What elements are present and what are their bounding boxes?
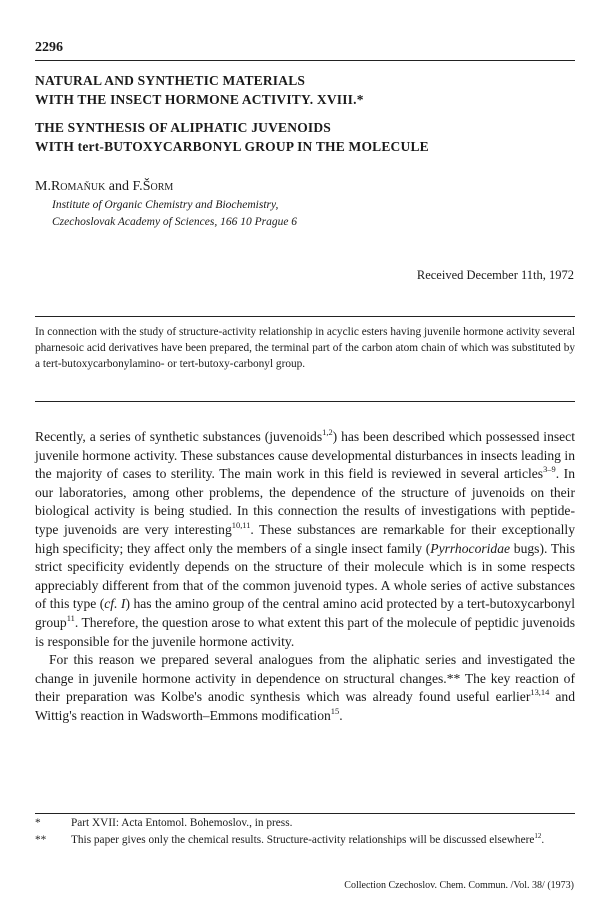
abstract-bottom-rule [35,401,575,402]
footnote-1 [35,816,575,831]
author-1-surname: Romaňuk [50,179,106,194]
article-body [35,428,575,726]
p1-text-a: Recently, a series of synthetic substances (juvenoids [35,429,323,444]
p1-text-c: . In our laboratories, among other problems, the dependence of the structure of juvenoids on their biological activity is being studied. In this connection the results of investigations with peptide-type juvenoids are very interesting [35,466,576,537]
p2-text-a: For this reason we prepared several analogues from the aliphatic series and investigated the change in juvenile hormone activity in dependence on structural changes.** The key reaction of their preparation was Kolbe's anodic synthesis which was already found useful earlier [35,652,575,705]
ref-10-11: 10,11 [231,519,251,530]
footnote-rule [35,813,575,814]
page-number: 2296 [35,40,63,55]
ref-11: 11 [66,612,75,623]
institution-line-1: Institute of Organic Chemistry and Biochemistry, [52,199,279,211]
authors [35,179,173,195]
title-line-1: NATURAL AND SYNTHETIC MATERIALS [35,73,306,88]
footnote-2-text: This paper gives only the chemical results. Structure-activity relationships will be discussed elsewhere [71,834,535,846]
title-line-2: WITH THE INSECT HORMONE ACTIVITY. XVIII.* [35,92,364,107]
footnote-2-ref: 12 [534,831,542,840]
p2-text-b: and Wittig's reaction in Wadsworth–Emmons modification [35,689,575,723]
p1-text-b: ) has been described which possessed insect juvenile hormone activity. These substances cause developmental disturbances in insects leading in the majority of cases to sterility. The main work in this field is reviewed in several articles [35,429,575,482]
journal-footer: Collection Czechoslov. Chem. Commun. /Vol. 38/ (1973) [344,880,574,891]
ref-3-9: 3–9 [543,463,556,474]
ref-15: 15 [330,705,340,716]
footnote-1-mark: * [35,817,41,829]
pyrrhocoridae: Pyrrhocoridae [430,540,511,556]
p1-text-d: . These substances are remarkable for their exceptionally high specificity; they affect only the members of a single insect family ( [35,521,575,556]
abstract: In connection with the study of structure-activity relationship in acyclic esters having juvenile hormone activity several pharnesoic acid derivatives have been prepared, the terminal part of the carbon atom chain of which was substituted by a tert-butoxycarbonylamino- or tert-butoxy-carbonyl group. [35,326,575,371]
p1-text-e: bugs). This strict specificity evidently depends on the structure of their molecule which is in some respects appreciably different from that of the common juvenoid types. A whole series of active substances of this type ( [35,540,575,612]
institution-line-2: Czechoslovak Academy of Sciences, 166 10 Prague 6 [52,216,298,228]
p2-text-c: . [339,707,343,723]
footnote-2-end: . [541,834,545,846]
paragraph-2 [35,651,575,725]
cf-reference: cf. I [104,596,126,612]
ref-13-14: 13,14 [530,686,550,697]
authors-and: and [105,179,133,194]
author-1-initial: M. [35,179,51,194]
abstract-top-rule [35,316,575,317]
footnote-2-mark: ** [35,834,47,846]
p1-text-f: ) has the amino group of the central amino acid protected by a tert-butoxycarbonyl group [35,596,575,630]
header-rule [35,60,575,61]
received-date: Received December 11th, 1972 [416,268,574,282]
footnote-1-text: Part XVII: Acta Entomol. Bohemoslov., in press. [71,817,293,829]
paragraph-1 [35,428,575,651]
title-line-3: THE SYNTHESIS OF ALIPHATIC JUVENOIDS [35,120,332,135]
author-2-initial: F. [132,179,143,194]
author-2-surname: Šorm [142,179,174,194]
p1-text-g: . Therefore, the question arose to what extent this part of the molecule of peptidic juvenoids is responsible for the juvenile hormone activity. [35,614,575,649]
ref-1-2: 1,2 [322,426,333,437]
title-line-4: WITH tert-BUTOXYCARBONYL GROUP IN THE MOLECULE [35,139,429,154]
footnote-2 [35,833,575,848]
